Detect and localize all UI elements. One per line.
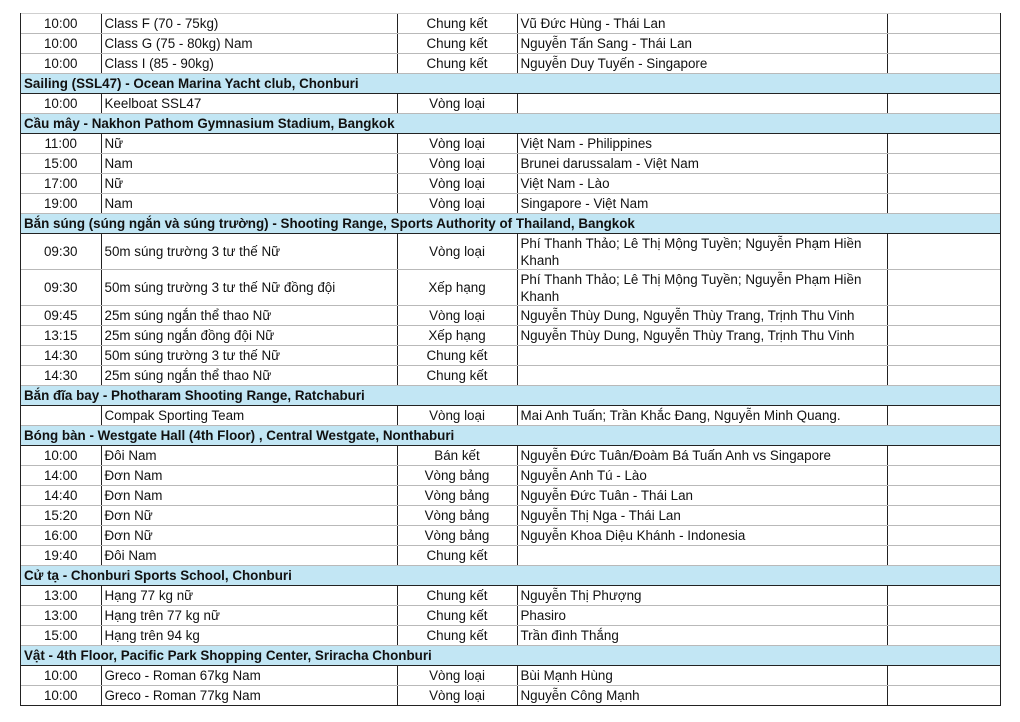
athletes-cell[interactable]: Nguyễn Thị Nga - Thái Lan	[517, 506, 887, 526]
stage-cell[interactable]: Vòng loại	[397, 686, 517, 706]
athletes-cell[interactable]: Nguyễn Thùy Dung, Nguyễn Thùy Trang, Trịnh Thu Vinh	[517, 306, 887, 326]
extra-cell[interactable]	[887, 154, 1000, 174]
event-cell[interactable]: 25m súng ngắn thể thao Nữ	[101, 366, 397, 386]
table-row	[21, 326, 1000, 346]
time-cell[interactable]: 15:20	[21, 506, 101, 526]
event-cell[interactable]: Đơn Nữ	[101, 506, 397, 526]
athletes-cell[interactable]: Nguyễn Công Mạnh	[517, 686, 887, 706]
table-row	[21, 586, 1000, 606]
athletes-cell[interactable]	[517, 546, 887, 566]
section-header	[21, 114, 1000, 134]
extra-cell[interactable]	[887, 174, 1000, 194]
event-cell[interactable]: Greco - Roman 77kg Nam	[101, 686, 397, 706]
stage-cell[interactable]: Vòng loại	[397, 406, 517, 426]
extra-cell[interactable]	[887, 546, 1000, 566]
section-header	[21, 74, 1000, 94]
event-cell[interactable]: Compak Sporting Team	[101, 406, 397, 426]
athletes-cell[interactable]: Nguyễn Đức Tuân/Đoàm Bá Tuấn Anh vs Singapore	[517, 446, 887, 466]
table-row	[21, 94, 1000, 114]
event-cell[interactable]: Nữ	[101, 174, 397, 194]
event-cell[interactable]: 25m súng ngắn đồng đội Nữ	[101, 326, 397, 346]
table-row	[21, 606, 1000, 626]
time-cell[interactable]: 13:00	[21, 606, 101, 626]
time-cell[interactable]: 14:30	[21, 346, 101, 366]
schedule-sheet	[20, 13, 1001, 706]
event-cell[interactable]: Greco - Roman 67kg Nam	[101, 666, 397, 686]
stage-cell[interactable]: Chung kết	[397, 626, 517, 646]
time-cell[interactable]: 09:30	[21, 270, 101, 306]
event-cell[interactable]: 25m súng ngắn thể thao Nữ	[101, 306, 397, 326]
table-row	[21, 626, 1000, 646]
extra-cell[interactable]	[887, 306, 1000, 326]
event-cell[interactable]: Keelboat SSL47	[101, 94, 397, 114]
stage-cell[interactable]: Chung kết	[397, 54, 517, 74]
athletes-cell[interactable]: Nguyễn Thị Phượng	[517, 586, 887, 606]
table-row	[21, 54, 1000, 74]
section-header	[21, 386, 1000, 406]
stage-cell[interactable]: Vòng loại	[397, 234, 517, 270]
stage-cell[interactable]: Xếp hạng	[397, 326, 517, 346]
stage-cell[interactable]: Vòng bảng	[397, 526, 517, 546]
athletes-cell[interactable]: Nguyễn Thùy Dung, Nguyễn Thùy Trang, Trịnh Thu Vinh	[517, 326, 887, 346]
stage-cell[interactable]: Vòng loại	[397, 94, 517, 114]
time-cell[interactable]: 10:00	[21, 666, 101, 686]
athletes-cell[interactable]: Singapore - Việt Nam	[517, 194, 887, 214]
extra-cell[interactable]	[887, 606, 1000, 626]
section-title[interactable]: Sailing (SSL47) - Ocean Marina Yacht club, Chonburi	[21, 74, 1000, 94]
table-row	[21, 666, 1000, 686]
extra-cell[interactable]	[887, 34, 1000, 54]
table-row	[21, 406, 1000, 426]
athletes-cell[interactable]: Nguyễn Duy Tuyến - Singapore	[517, 54, 887, 74]
extra-cell[interactable]	[887, 506, 1000, 526]
event-cell[interactable]: Class I (85 - 90kg)	[101, 54, 397, 74]
table-row	[21, 14, 1000, 34]
athletes-cell[interactable]	[517, 366, 887, 386]
extra-cell[interactable]	[887, 326, 1000, 346]
time-cell[interactable]: 14:30	[21, 366, 101, 386]
athletes-cell[interactable]	[517, 346, 887, 366]
section-title[interactable]: Cầu mây - Nakhon Pathom Gymnasium Stadium, Bangkok	[21, 114, 1000, 134]
extra-cell[interactable]	[887, 94, 1000, 114]
time-cell[interactable]: 19:00	[21, 194, 101, 214]
athletes-cell[interactable]: Vũ Đức Hùng - Thái Lan	[517, 14, 887, 34]
event-cell[interactable]: Nam	[101, 154, 397, 174]
stage-cell[interactable]: Chung kết	[397, 546, 517, 566]
stage-cell[interactable]: Vòng loại	[397, 666, 517, 686]
extra-cell[interactable]	[887, 526, 1000, 546]
time-cell[interactable]: 13:15	[21, 326, 101, 346]
event-cell[interactable]: Đơn Nữ	[101, 526, 397, 546]
stage-cell[interactable]: Vòng loại	[397, 154, 517, 174]
table-row	[21, 366, 1000, 386]
table-row	[21, 34, 1000, 54]
time-cell[interactable]: 15:00	[21, 154, 101, 174]
section-title[interactable]: Cử tạ - Chonburi Sports School, Chonburi	[21, 566, 1000, 586]
extra-cell[interactable]	[887, 686, 1000, 706]
table-row	[21, 546, 1000, 566]
section-title[interactable]: Bóng bàn - Westgate Hall (4th Floor) , Central Westgate, Nonthaburi	[21, 426, 1000, 446]
time-cell[interactable]: 10:00	[21, 14, 101, 34]
section-header	[21, 566, 1000, 586]
extra-cell[interactable]	[887, 366, 1000, 386]
table-row	[21, 234, 1000, 270]
athletes-cell[interactable]: Việt Nam - Philippines	[517, 134, 887, 154]
event-cell[interactable]: 50m súng trường 3 tư thế Nữ đồng đội	[101, 270, 397, 306]
event-cell[interactable]: Đơn Nam	[101, 486, 397, 506]
athletes-cell[interactable]: Phí Thanh Thảo; Lê Thị Mộng Tuyền; Nguyễn Phạm Hiền Khanh	[517, 270, 887, 306]
table-row	[21, 134, 1000, 154]
table-row	[21, 466, 1000, 486]
extra-cell[interactable]	[887, 234, 1000, 270]
stage-cell[interactable]: Chung kết	[397, 34, 517, 54]
stage-cell[interactable]: Vòng bảng	[397, 506, 517, 526]
extra-cell[interactable]	[887, 666, 1000, 686]
table-row	[21, 154, 1000, 174]
time-cell[interactable]: 10:00	[21, 34, 101, 54]
stage-cell[interactable]: Chung kết	[397, 586, 517, 606]
time-cell[interactable]: 11:00	[21, 134, 101, 154]
athletes-cell[interactable]: Nguyễn Khoa Diệu Khánh - Indonesia	[517, 526, 887, 546]
event-cell[interactable]: Hạng trên 77 kg nữ	[101, 606, 397, 626]
athletes-cell[interactable]: Phasiro	[517, 606, 887, 626]
event-cell[interactable]: Hạng 77 kg nữ	[101, 586, 397, 606]
event-cell[interactable]: Class G (75 - 80kg) Nam	[101, 34, 397, 54]
event-cell[interactable]: Class F (70 - 75kg)	[101, 14, 397, 34]
event-cell[interactable]: Đôi Nam	[101, 446, 397, 466]
athletes-cell[interactable]: Nguyễn Anh Tú - Lào	[517, 466, 887, 486]
time-cell[interactable]: 09:30	[21, 234, 101, 270]
extra-cell[interactable]	[887, 446, 1000, 466]
extra-cell[interactable]	[887, 194, 1000, 214]
extra-cell[interactable]	[887, 486, 1000, 506]
stage-cell[interactable]: Vòng bảng	[397, 486, 517, 506]
time-cell[interactable]: 14:40	[21, 486, 101, 506]
athletes-cell[interactable]: Mai Anh Tuấn; Trần Khắc Đang, Nguyễn Minh Quang.	[517, 406, 887, 426]
stage-cell[interactable]: Chung kết	[397, 346, 517, 366]
time-cell[interactable]: 17:00	[21, 174, 101, 194]
stage-cell[interactable]: Bán kết	[397, 446, 517, 466]
table-row	[21, 174, 1000, 194]
extra-cell[interactable]	[887, 346, 1000, 366]
table-row	[21, 446, 1000, 466]
event-cell[interactable]: Hạng trên 94 kg	[101, 626, 397, 646]
time-cell[interactable]: 10:00	[21, 94, 101, 114]
stage-cell[interactable]: Vòng loại	[397, 306, 517, 326]
table-row	[21, 486, 1000, 506]
extra-cell[interactable]	[887, 134, 1000, 154]
stage-cell[interactable]: Vòng bảng	[397, 466, 517, 486]
event-cell[interactable]: 50m súng trường 3 tư thế Nữ	[101, 234, 397, 270]
time-cell[interactable]: 09:45	[21, 306, 101, 326]
stage-cell[interactable]: Chung kết	[397, 14, 517, 34]
athletes-cell[interactable]: Nguyễn Tấn Sang - Thái Lan	[517, 34, 887, 54]
time-cell[interactable]: 14:00	[21, 466, 101, 486]
time-cell[interactable]: 10:00	[21, 446, 101, 466]
time-cell[interactable]: 16:00	[21, 526, 101, 546]
table-row	[21, 194, 1000, 214]
athletes-cell[interactable]: Trần đình Thắng	[517, 626, 887, 646]
table-row	[21, 526, 1000, 546]
section-title[interactable]: Bắn đĩa bay - Photharam Shooting Range, Ratchaburi	[21, 386, 1000, 406]
athletes-cell[interactable]	[517, 94, 887, 114]
table-row	[21, 346, 1000, 366]
event-cell[interactable]: Nam	[101, 194, 397, 214]
schedule-body	[21, 14, 1000, 706]
table-row	[21, 270, 1000, 306]
time-cell[interactable]: 10:00	[21, 54, 101, 74]
event-cell[interactable]: Đơn Nam	[101, 466, 397, 486]
section-header	[21, 214, 1000, 234]
time-cell[interactable]: 19:40	[21, 546, 101, 566]
stage-cell[interactable]: Vòng loại	[397, 134, 517, 154]
athletes-cell[interactable]: Bùi Mạnh Hùng	[517, 666, 887, 686]
section-header	[21, 646, 1000, 666]
extra-cell[interactable]	[887, 406, 1000, 426]
stage-cell[interactable]: Vòng loại	[397, 174, 517, 194]
extra-cell[interactable]	[887, 14, 1000, 34]
extra-cell[interactable]	[887, 626, 1000, 646]
event-cell[interactable]: Nữ	[101, 134, 397, 154]
extra-cell[interactable]	[887, 466, 1000, 486]
section-header	[21, 426, 1000, 446]
table-row	[21, 686, 1000, 706]
time-cell[interactable]: 15:00	[21, 626, 101, 646]
time-cell[interactable]: 13:00	[21, 586, 101, 606]
extra-cell[interactable]	[887, 586, 1000, 606]
extra-cell[interactable]	[887, 270, 1000, 306]
extra-cell[interactable]	[887, 54, 1000, 74]
athletes-cell[interactable]: Việt Nam - Lào	[517, 174, 887, 194]
table-row	[21, 506, 1000, 526]
athletes-cell[interactable]: Brunei darussalam - Việt Nam	[517, 154, 887, 174]
athletes-cell[interactable]: Phí Thanh Thảo; Lê Thị Mộng Tuyền; Nguyễn Phạm Hiền Khanh	[517, 234, 887, 270]
section-title[interactable]: Vật - 4th Floor, Pacific Park Shopping Center, Sriracha Chonburi	[21, 646, 1000, 666]
time-cell[interactable]: 10:00	[21, 686, 101, 706]
stage-cell[interactable]: Vòng loại	[397, 194, 517, 214]
event-cell[interactable]: 50m súng trường 3 tư thế Nữ	[101, 346, 397, 366]
section-title[interactable]: Bắn súng (súng ngắn và súng trường) - Shooting Range, Sports Authority of Thailand, Bangkok	[21, 214, 1000, 234]
schedule-table	[21, 13, 1000, 706]
stage-cell[interactable]: Chung kết	[397, 366, 517, 386]
stage-cell[interactable]: Xếp hạng	[397, 270, 517, 306]
time-cell[interactable]	[21, 406, 101, 426]
table-row	[21, 306, 1000, 326]
event-cell[interactable]: Đôi Nam	[101, 546, 397, 566]
stage-cell[interactable]: Chung kết	[397, 606, 517, 626]
athletes-cell[interactable]: Nguyễn Đức Tuân - Thái Lan	[517, 486, 887, 506]
